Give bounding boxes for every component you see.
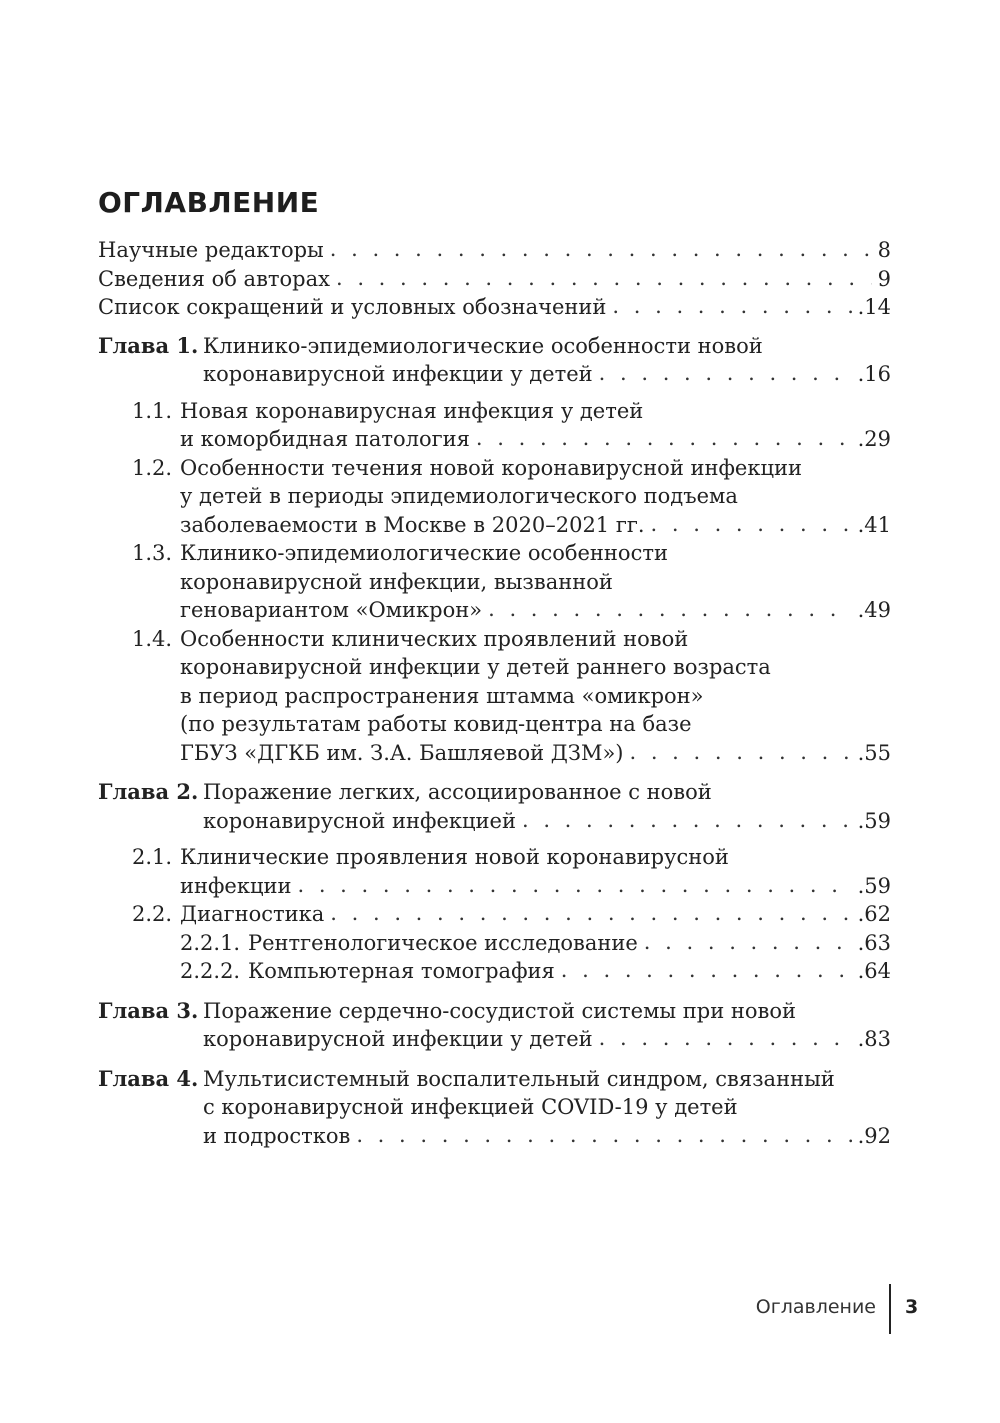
leader-dots — [297, 871, 851, 900]
page-number: .59 — [857, 808, 891, 833]
entry-line: и коморбидная патология — [180, 427, 470, 451]
entry-line: Особенности течения новой коронавирусной инфекции — [180, 455, 802, 480]
section-number: 1.2. — [132, 455, 173, 480]
entry-line: с коронавирусной инфекцией COVID-19 у детей — [203, 1095, 738, 1119]
running-footer-section: Оглавление — [755, 1296, 876, 1318]
leader-dots — [330, 235, 872, 264]
chapter-number: Глава 2. — [98, 779, 199, 804]
page-number: 8 — [877, 238, 891, 262]
page-number: .92 — [857, 1123, 891, 1148]
page-number: .14 — [857, 295, 891, 319]
entry-line: Клинико-эпидемиологические особенности новой — [203, 333, 763, 358]
entry-line: Компьютерная томография — [248, 959, 555, 983]
section-number: 2.1. — [132, 845, 173, 869]
footer-divider — [889, 1284, 891, 1334]
entry-line: Диагностика — [180, 902, 325, 926]
leader-dots — [356, 1121, 851, 1150]
entry-line: заболеваемости в Москве в 2020–2021 гг. — [180, 512, 645, 537]
subsection-number: 2.2.2. — [180, 959, 241, 983]
toc-section-2-1[interactable] — [98, 843, 891, 900]
leader-dots — [476, 424, 852, 453]
table-of-contents — [98, 236, 891, 1150]
toc-subsection-2-2-2[interactable] — [98, 957, 891, 986]
toc-section-2-2[interactable] — [98, 900, 891, 929]
page-number: .55 — [857, 740, 891, 765]
toc-entry-authors[interactable] — [98, 265, 891, 294]
subsection-number: 2.2.1. — [180, 930, 241, 955]
entry-line: (по результатам работы ковид-центра на базе — [180, 712, 692, 736]
leader-dots — [522, 806, 852, 835]
page-number: .63 — [857, 930, 891, 955]
entry-line: Мультисистемный воспалительный синдром, связанный — [203, 1066, 835, 1091]
page-number: .29 — [857, 427, 891, 451]
page-number: .64 — [857, 959, 891, 983]
entry-line: коронавирусной инфекции у детей — [203, 362, 593, 386]
leader-dots — [561, 956, 852, 985]
toc-subsection-2-2-1[interactable] — [98, 929, 891, 958]
leader-dots — [644, 928, 852, 957]
entry-label: Сведения об авторах — [98, 266, 330, 291]
toc-section-1-3[interactable] — [98, 539, 891, 625]
entry-line: Клинические проявления новой коронавирусной — [180, 845, 729, 869]
toc-chapter-1[interactable] — [98, 332, 891, 389]
entry-line: в период распространения штамма «омикрон» — [180, 683, 704, 708]
entry-line: коронавирусной инфекцией — [203, 808, 516, 833]
entry-line: ГБУЗ «ДГКБ им. З.А. Башляевой ДЗМ») — [180, 740, 624, 765]
chapter-number: Глава 3. — [98, 997, 199, 1023]
toc-entry-abbreviations[interactable] — [98, 293, 891, 322]
entry-label: Научные редакторы — [98, 238, 324, 262]
section-number: 2.2. — [132, 902, 173, 926]
toc-entry-editors[interactable] — [98, 236, 891, 265]
page-number: .41 — [857, 512, 891, 537]
page-number: 9 — [877, 266, 891, 291]
entry-line: у детей в периоды эпидемиологического подъема — [180, 484, 738, 508]
footer-page-number: 3 — [905, 1296, 919, 1318]
page-title: ОГЛАВЛЕНИЕ — [98, 186, 320, 219]
page-number: .16 — [857, 362, 891, 386]
leader-dots — [599, 359, 852, 388]
page-number: .59 — [857, 873, 891, 898]
page-number: .83 — [857, 1027, 891, 1051]
toc-section-1-1[interactable] — [98, 397, 891, 454]
entry-line: Новая коронавирусная инфекция у детей — [180, 398, 644, 423]
section-number: 1.3. — [132, 541, 173, 565]
entry-line: коронавирусной инфекции у детей — [203, 1027, 593, 1051]
leader-dots — [488, 595, 852, 624]
entry-line: инфекции — [180, 873, 292, 898]
chapter-number: Глава 4. — [98, 1065, 199, 1091]
entry-line: Поражение сердечно-сосудистой системы при новой — [203, 998, 797, 1023]
entry-line: геновариантом «Омикрон» — [180, 598, 483, 622]
leader-dots — [651, 510, 852, 539]
leader-dots — [330, 899, 851, 928]
entry-line: и подростков — [203, 1123, 351, 1148]
entry-label: Список сокращений и условных обозначений — [98, 295, 607, 319]
entry-line: коронавирусной инфекции, вызванной — [180, 569, 613, 594]
leader-dots — [336, 264, 872, 293]
entry-line: коронавирусной инфекции у детей раннего возраста — [180, 655, 771, 679]
toc-chapter-2[interactable] — [98, 778, 891, 835]
entry-line: Поражение легких, ассоциированное с новой — [203, 780, 712, 804]
toc-section-1-2[interactable] — [98, 454, 891, 540]
leader-dots — [629, 738, 851, 767]
toc-chapter-3[interactable] — [98, 997, 891, 1054]
toc-chapter-4[interactable] — [98, 1065, 891, 1151]
leader-dots — [612, 292, 851, 321]
entry-line: Особенности клинических проявлений новой — [180, 626, 689, 651]
chapter-number: Глава 1. — [98, 332, 199, 358]
entry-line: Рентгенологическое исследование — [248, 930, 638, 955]
page-number: .49 — [857, 598, 891, 622]
section-number: 1.4. — [132, 626, 173, 651]
toc-section-1-4[interactable] — [98, 625, 891, 768]
page-number: .62 — [857, 902, 891, 926]
section-number: 1.1. — [132, 398, 173, 423]
leader-dots — [599, 1024, 852, 1053]
entry-line: Клинико-эпидемиологические особенности — [180, 541, 668, 565]
